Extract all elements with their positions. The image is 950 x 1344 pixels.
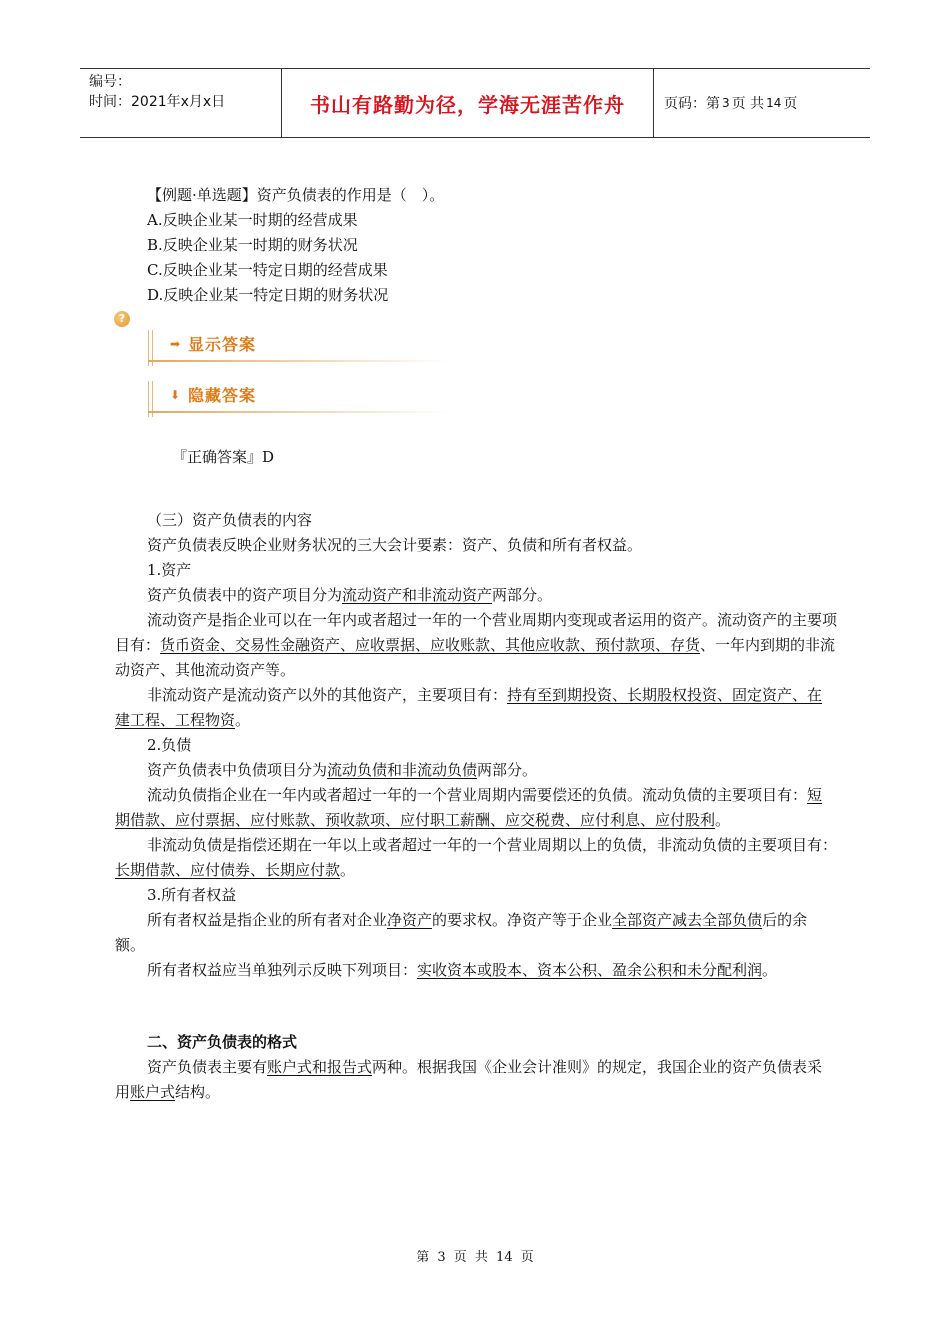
page-footer: 第 3 页 共 14 页: [416, 1250, 534, 1265]
hide-answer-button[interactable]: [148, 377, 448, 421]
section-balance-sheet-format: [115, 1030, 837, 1105]
equity-p1-underline-1: 净资产: [387, 911, 433, 929]
liability-paragraph-2: 流动负债指企业在一年内或者超过一年的一个营业周期内需要偿还的负债。流动负债的主要项目有：短期借款、应付票据、应付账款、预收款项、应付职工薪酬、应交税费、应付利息、应付股利。: [115, 786, 823, 829]
equity-paragraph-2: 所有者权益应当单独列示反映下列项目：实收资本或股本、资本公积、盈余公积和未分配利润。: [147, 961, 778, 979]
header-date-label: 时间：2021年x月x日: [89, 94, 226, 110]
arrow-down-icon: ⬇: [170, 388, 181, 402]
equity-paragraph-1: 所有者权益是指企业的所有者对企业净资产的要求权。净资产等于企业全部资产减去全部负债后的余额。: [115, 911, 808, 954]
question-option-a: A.反映企业某一时期的经营成果: [147, 211, 358, 229]
liab-p1-underline: 流动负债和非流动负债: [327, 761, 478, 779]
header-page-mid: 页 共: [731, 96, 765, 112]
question-option-c: C.反映企业某一特定日期的经营成果: [147, 261, 388, 279]
header-left-cell: [80, 69, 282, 137]
arrow-right-icon: ➡: [170, 337, 181, 351]
format-paragraph: 资产负债表主要有账户式和报告式两种。根据我国《企业会计准则》的规定，我国企业的资产负债表采用账户式结构。: [115, 1058, 823, 1101]
format-underline-2: 账户式: [130, 1083, 176, 1101]
page-header: [80, 68, 870, 138]
header-page-cell: [654, 69, 870, 137]
liability-paragraph-3: 非流动负债是指偿还期在一年以上或者超过一年的一个营业周期以上的负债，非流动负债的主要项目有：长期借款、应付债券、长期应付款。: [115, 836, 838, 879]
equity-heading: 3.所有者权益: [147, 886, 237, 904]
asset-p2-underline: 货币资金、交易性金融资产、应收票据、应收账款、其他应收款、预付款项、存货: [160, 636, 701, 654]
section3-title: （三）资产负债表的内容: [147, 511, 313, 529]
equity-p2-underline: 实收资本或股本、资本公积、盈余公积和未分配利润: [417, 961, 763, 979]
help-question-icon[interactable]: ?: [114, 311, 130, 327]
asset-paragraph-2: 流动资产是指企业可以在一年内或者超过一年的一个营业周期内变现或者运用的资产。流动资产的主要项目有：货币资金、交易性金融资产、应收票据、应收账款、其他应收款、预付款项、存货、一年内到期的非流动资产、其他流动资产等。: [115, 611, 838, 679]
liability-paragraph-1: 资产负债表中负债项目分为流动负债和非流动负债两部分。: [147, 761, 538, 779]
correct-answer: 『正确答案』D: [172, 448, 275, 466]
hide-answer-label: 隐藏答案: [188, 386, 257, 405]
liab-p2-underline: 短期借款、应付票据、应付账款、预收款项、应付职工薪酬、应交税费、应付利息、应付股利: [115, 786, 823, 829]
header-motto-cell: [282, 69, 654, 137]
question-option-b: B.反映企业某一时期的财务状况: [147, 236, 358, 254]
question-block: [115, 183, 837, 308]
asset-p3-underline: 持有至到期投资、长期股权投资、固定资产、在建工程、工程物资: [115, 686, 823, 729]
question-stem: 【例题·单选题】资产负债表的作用是（ ）。: [147, 186, 445, 204]
header-page-total: 14: [766, 96, 782, 110]
liability-heading: 2.负债: [147, 736, 192, 754]
equity-p1-underline-2: 全部资产减去全部负债: [612, 911, 763, 929]
format-underline-1: 账户式和报告式: [267, 1058, 373, 1076]
asset-paragraph-3: 非流动资产是流动资产以外的其他资产，主要项目有：持有至到期投资、长期股权投资、固定资产、在建工程、工程物资。: [115, 686, 823, 729]
header-page-current: 3: [722, 96, 730, 110]
asset-heading: 1.资产: [147, 561, 192, 579]
header-motto: 书山有路勤为径，学海无涯苦作舟: [310, 92, 625, 117]
liab-p3-underline: 长期借款、应付债券、长期应付款: [115, 861, 341, 879]
section3-intro: 资产负债表反映企业财务状况的三大会计要素：资产、负债和所有者权益。: [147, 536, 643, 554]
show-answer-button[interactable]: [148, 326, 448, 370]
section-balance-sheet-content: [115, 508, 837, 983]
header-number-label: 编号：: [89, 74, 131, 90]
header-page-prefix: 页码：第: [664, 96, 720, 112]
header-page-suffix: 页: [783, 96, 798, 112]
format-section-title: 二、资产负债表的格式: [147, 1033, 298, 1051]
question-option-d: D.反映企业某一特定日期的财务状况: [147, 286, 389, 304]
show-answer-label: 显示答案: [188, 335, 257, 354]
asset-paragraph-1: 资产负债表中的资产项目分为流动资产和非流动资产两部分。: [147, 586, 553, 604]
asset-p1-underline: 流动资产和非流动资产: [342, 586, 493, 604]
